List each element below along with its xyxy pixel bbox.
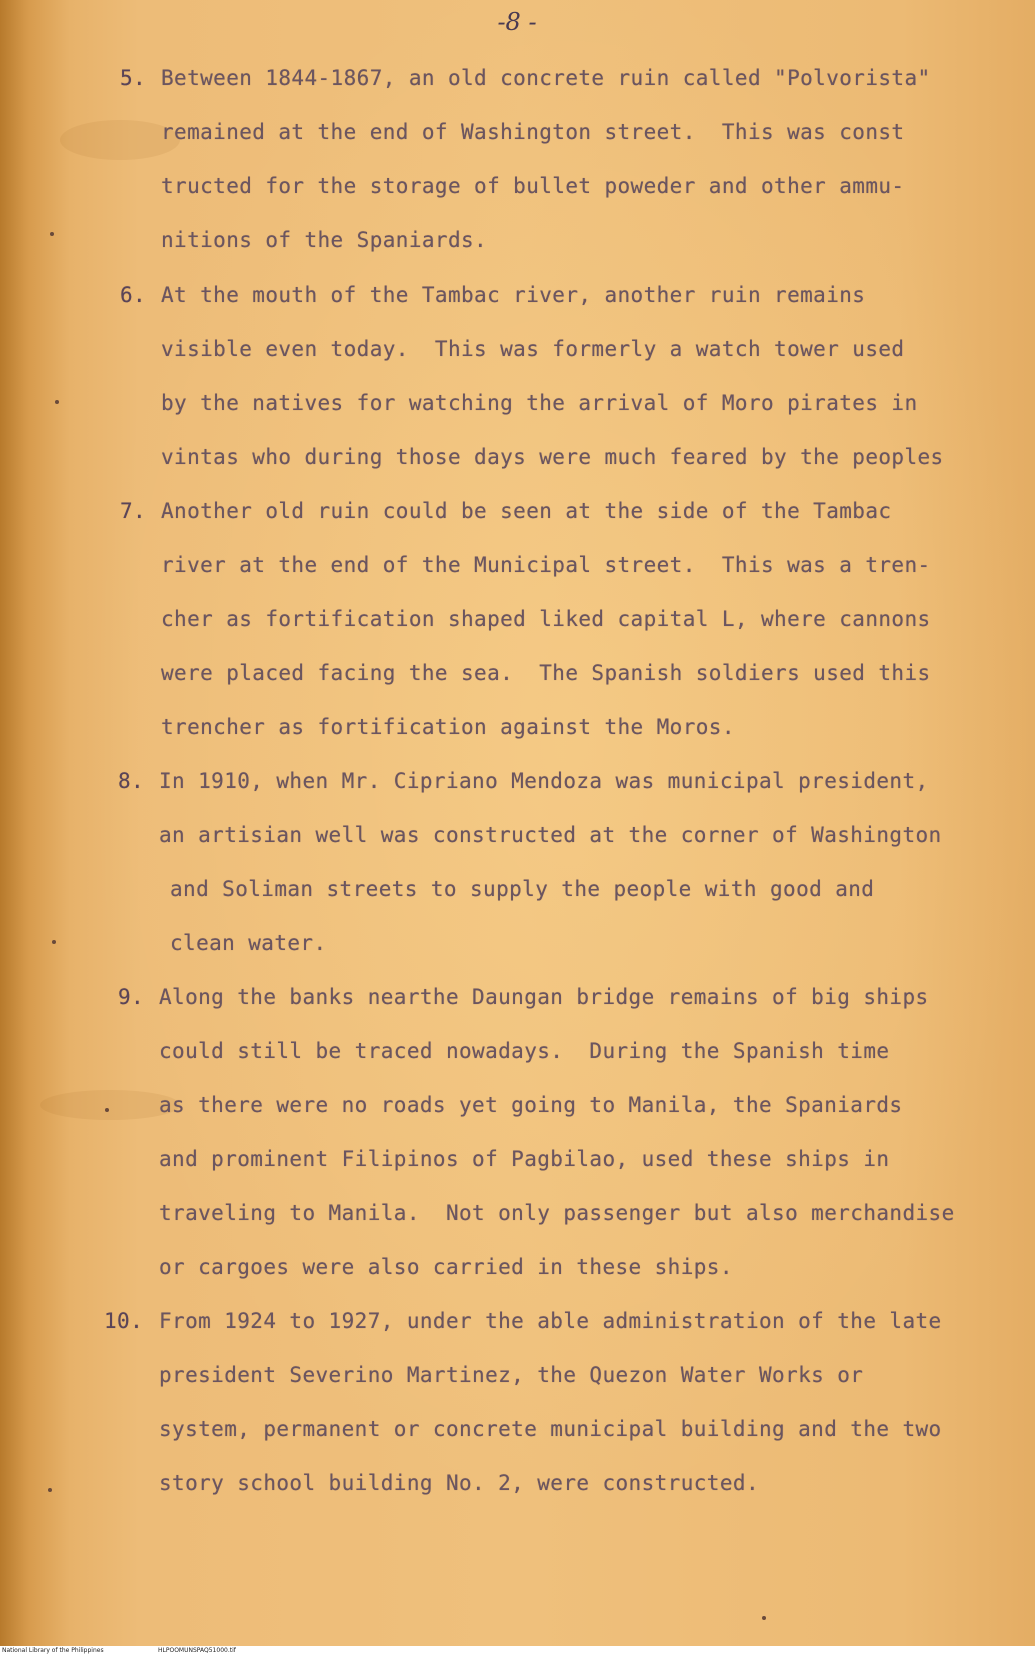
item-8-line-4: clean water.: [170, 931, 327, 955]
item-5-number: 5.: [120, 66, 147, 90]
item-8-number: 8.: [118, 769, 145, 793]
item-8-line-2: an artisian well was constructed at the corner of Washington: [159, 823, 942, 847]
paper-speck: [105, 1108, 109, 1112]
item-9-line-1: Along the banks nearthe Daungan bridge remains of big ships: [159, 985, 929, 1009]
item-7-line-1: Another old ruin could be seen at the side of the Tambac: [161, 499, 892, 523]
item-9-line-3: as there were no roads yet going to Manila, the Spaniards: [159, 1093, 903, 1117]
item-6-line-1: At the mouth of the Tambac river, another ruin remains: [161, 283, 866, 307]
item-6-line-4: vintas who during those days were much feared by the peoples: [161, 445, 944, 469]
item-10-line-2: president Severino Martinez, the Quezon Water Works or: [159, 1363, 864, 1387]
item-7-line-4: were placed facing the sea. The Spanish soldiers used this: [161, 661, 931, 685]
item-10-line-4: story school building No. 2, were constructed.: [159, 1471, 759, 1495]
page-number: -8 -: [497, 8, 537, 36]
item-5-line-1: Between 1844-1867, an old concrete ruin called "Polvorista": [161, 66, 931, 90]
item-7-number: 7.: [120, 499, 147, 523]
item-5-line-3: tructed for the storage of bullet poweder and other ammu-: [161, 174, 905, 198]
footer-library-name: National Library of the Philippines: [2, 1647, 104, 1654]
item-8-line-1: In 1910, when Mr. Cipriano Mendoza was municipal president,: [159, 769, 929, 793]
scan-footer: [0, 1646, 1035, 1658]
item-7-line-5: trencher as fortification against the Moros.: [161, 715, 735, 739]
item-5-line-4: nitions of the Spaniards.: [161, 228, 488, 252]
paper-speck: [48, 1488, 52, 1492]
paper-speck: [762, 1616, 766, 1620]
paper-speck: [55, 400, 59, 404]
item-9-line-2: could still be traced nowadays. During the Spanish time: [159, 1039, 890, 1063]
item-9-line-6: or cargoes were also carried in these ships.: [159, 1255, 733, 1279]
item-6-number: 6.: [120, 283, 147, 307]
item-9-number: 9.: [118, 985, 145, 1009]
item-5-line-2: remained at the end of Washington street. This was const: [161, 120, 905, 144]
item-6-line-3: by the natives for watching the arrival of Moro pirates in: [161, 391, 918, 415]
paper-speck: [52, 940, 56, 944]
item-6-line-2: visible even today. This was formerly a watch tower used: [161, 337, 905, 361]
item-8-line-3: and Soliman streets to supply the people with good and: [170, 877, 875, 901]
item-7-line-3: cher as fortification shaped liked capital L, where cannons: [161, 607, 931, 631]
item-9-line-4: and prominent Filipinos of Pagbilao, used these ships in: [159, 1147, 890, 1171]
item-10-line-3: system, permanent or concrete municipal building and the two: [159, 1417, 942, 1441]
item-7-line-2: river at the end of the Municipal street. This was a tren-: [161, 553, 931, 577]
footer-file-id: HLPOOMUNSPAQ51000.tif: [158, 1647, 236, 1654]
item-10-number: 10.: [104, 1309, 144, 1333]
paper-speck: [50, 232, 54, 236]
item-10-line-1: From 1924 to 1927, under the able administration of the late: [159, 1309, 942, 1333]
item-9-line-5: traveling to Manila. Not only passenger but also merchandise: [159, 1201, 955, 1225]
